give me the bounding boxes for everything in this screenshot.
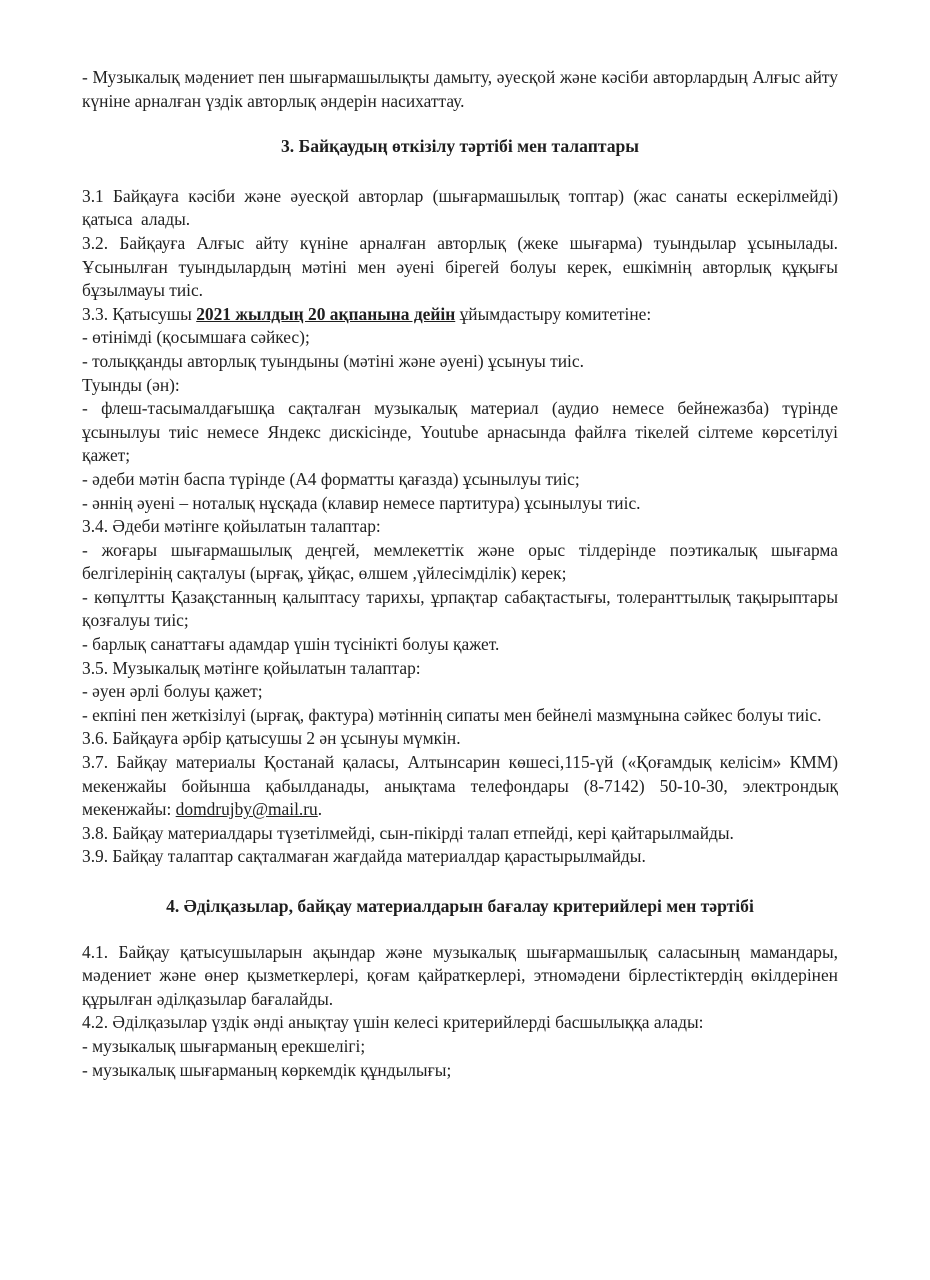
paragraph-4-1: 4.1. Байқау қатысушыларын ақындар және музыкалық шығармашылық саласының мамандары, мәдениет және өнер қызметкерлері, қоғам қайраткерлері, этномәдени бірлестіктердің өкілдерінен құрылған әділқазылар бағалайды. <box>82 941 838 1009</box>
paragraph-3-3-prefix: 3.3. Қатысушы <box>82 303 197 324</box>
paragraph-3-3-suffix: ұйымдастыру комитетіне: <box>455 303 652 324</box>
list-item-creative-level: - жоғары шығармашылық деңгей, мемлекеттік және орыс тілдерінде поэтикалық шығарма белгілерінің сақталуы (ырғақ, ұйқас, өлшем ,үйлесімділік) керек; <box>82 539 838 584</box>
paragraph-3-7 <box>82 751 838 822</box>
paragraph-3-5: 3.5. Музыкалық мәтінге қойылатын талаптар: <box>82 657 421 678</box>
paragraph-3-7-text: 3.7. Байқау материалы Қостанай қаласы, Алтынсарин көшесі,115-үй («Қоғамдық келісім» КММ) мекенжайы бойынша қабылданады, анықтама телефондары (8-7142) 50-10-30, электрондық мекенжайы: <box>82 752 838 820</box>
paragraph-3-8: 3.8. Байқау материалдары түзетілмейді, сын-пікірді талап етпейді, кері қайтарылмайды. <box>82 822 734 843</box>
intro-paragraph: - Музыкалық мәдениет пен шығармашылықты дамыту, әуесқой және кәсіби авторлардың Алғыс айту күніне арналған үздік авторлық әндерін насихаттау. <box>82 67 838 111</box>
paragraph-3-7-end: . <box>317 799 323 820</box>
paragraph-3-2: 3.2. Байқауға Алғыс айту күніне арналған авторлық (жеке шығарма) туындылар ұсынылады. Ұсынылған туындылардың мәтіні мен әуені бірегей болуы керек, ешкімнің авторлық құқығы бұзылмауы тиіс. <box>82 232 838 301</box>
paragraph-3-1: 3.1 Байқауға кәсіби және әуесқой авторлар (шығармашылық топтар) (жас санаты ескерілмейді) қатыса алады. <box>82 185 838 230</box>
list-item-media: - флеш-тасымалдағышқа сақталған музыкалық материал (аудио немесе бейнежазба) түрінде ұсынылуы тиіс немесе Яндекс дискісінде, Youtube арнасында файлға тікелей сілтеме көрсетілуі қажет; <box>82 398 838 466</box>
list-item-application: - өтінімді (қосымшаға сәйкес); <box>82 327 310 348</box>
list-item-understandable: - барлық санаттағы адамдар үшін түсінікті болуы қажет. <box>82 634 500 655</box>
list-item-topics: - көпұлтты Қазақстанның қалыптасу тарихы, ұрпақтар сабақтастығы, толеранттылық тақырыптары қозғалуы тиіс; <box>82 586 838 631</box>
list-item-melody: - әуен әрлі болуы қажет; <box>82 681 263 702</box>
list-item-melody-score: - әннің әуені – ноталық нұсқада (клавир немесе партитура) ұсынылуы тиіс. <box>82 492 641 513</box>
list-item-print-text: - әдеби мәтін баспа түрінде (А4 форматты қағазда) ұсынылуы тиіс; <box>82 468 580 489</box>
email-link[interactable]: domdrujby@mail.ru <box>175 799 318 820</box>
section-3-heading: 3. Байқаудың өткізілу тәртібі мен талаптары <box>280 136 640 157</box>
list-item-uniqueness: - музыкалық шығарманың ерекшелігі; <box>82 1035 366 1056</box>
section-4-heading: 4. Әділқазылар, байқау материалдарын бағалау критерийлері мен тәртібі <box>166 896 754 916</box>
paragraph-3-9: 3.9. Байқау талаптар сақталмаған жағдайда материалдар қарастырылмайды. <box>82 846 646 867</box>
paragraph-3-4: 3.4. Әдеби мәтінге қойылатын талаптар: <box>82 516 381 537</box>
document-page <box>82 66 838 1082</box>
deadline-date: 2021 жылдың 20 ақпанына дейін <box>196 303 456 324</box>
list-item-artistic-value: - музыкалық шығарманың көркемдік құндылығы; <box>82 1059 452 1080</box>
paragraph-3-6: 3.6. Байқауға әрбір қатысушы 2 ән ұсынуы мүмкін. <box>82 728 461 749</box>
list-item-full-work: - толыққанды авторлық туындыны (мәтіні және әуені) ұсынуы тиіс. <box>82 350 584 371</box>
work-label: Туынды (ән): <box>82 374 180 395</box>
paragraph-4-2: 4.2. Әділқазылар үздік әнді анықтау үшін келесі критерийлерді басшылыққа алады: <box>82 1012 704 1033</box>
paragraph-3-3 <box>82 303 838 327</box>
list-item-tempo: - екпіні пен жеткізілуі (ырғақ, фактура) мәтіннің сипаты мен бейнелі мазмұнына сәйкес болуы тиіс. <box>82 704 822 725</box>
